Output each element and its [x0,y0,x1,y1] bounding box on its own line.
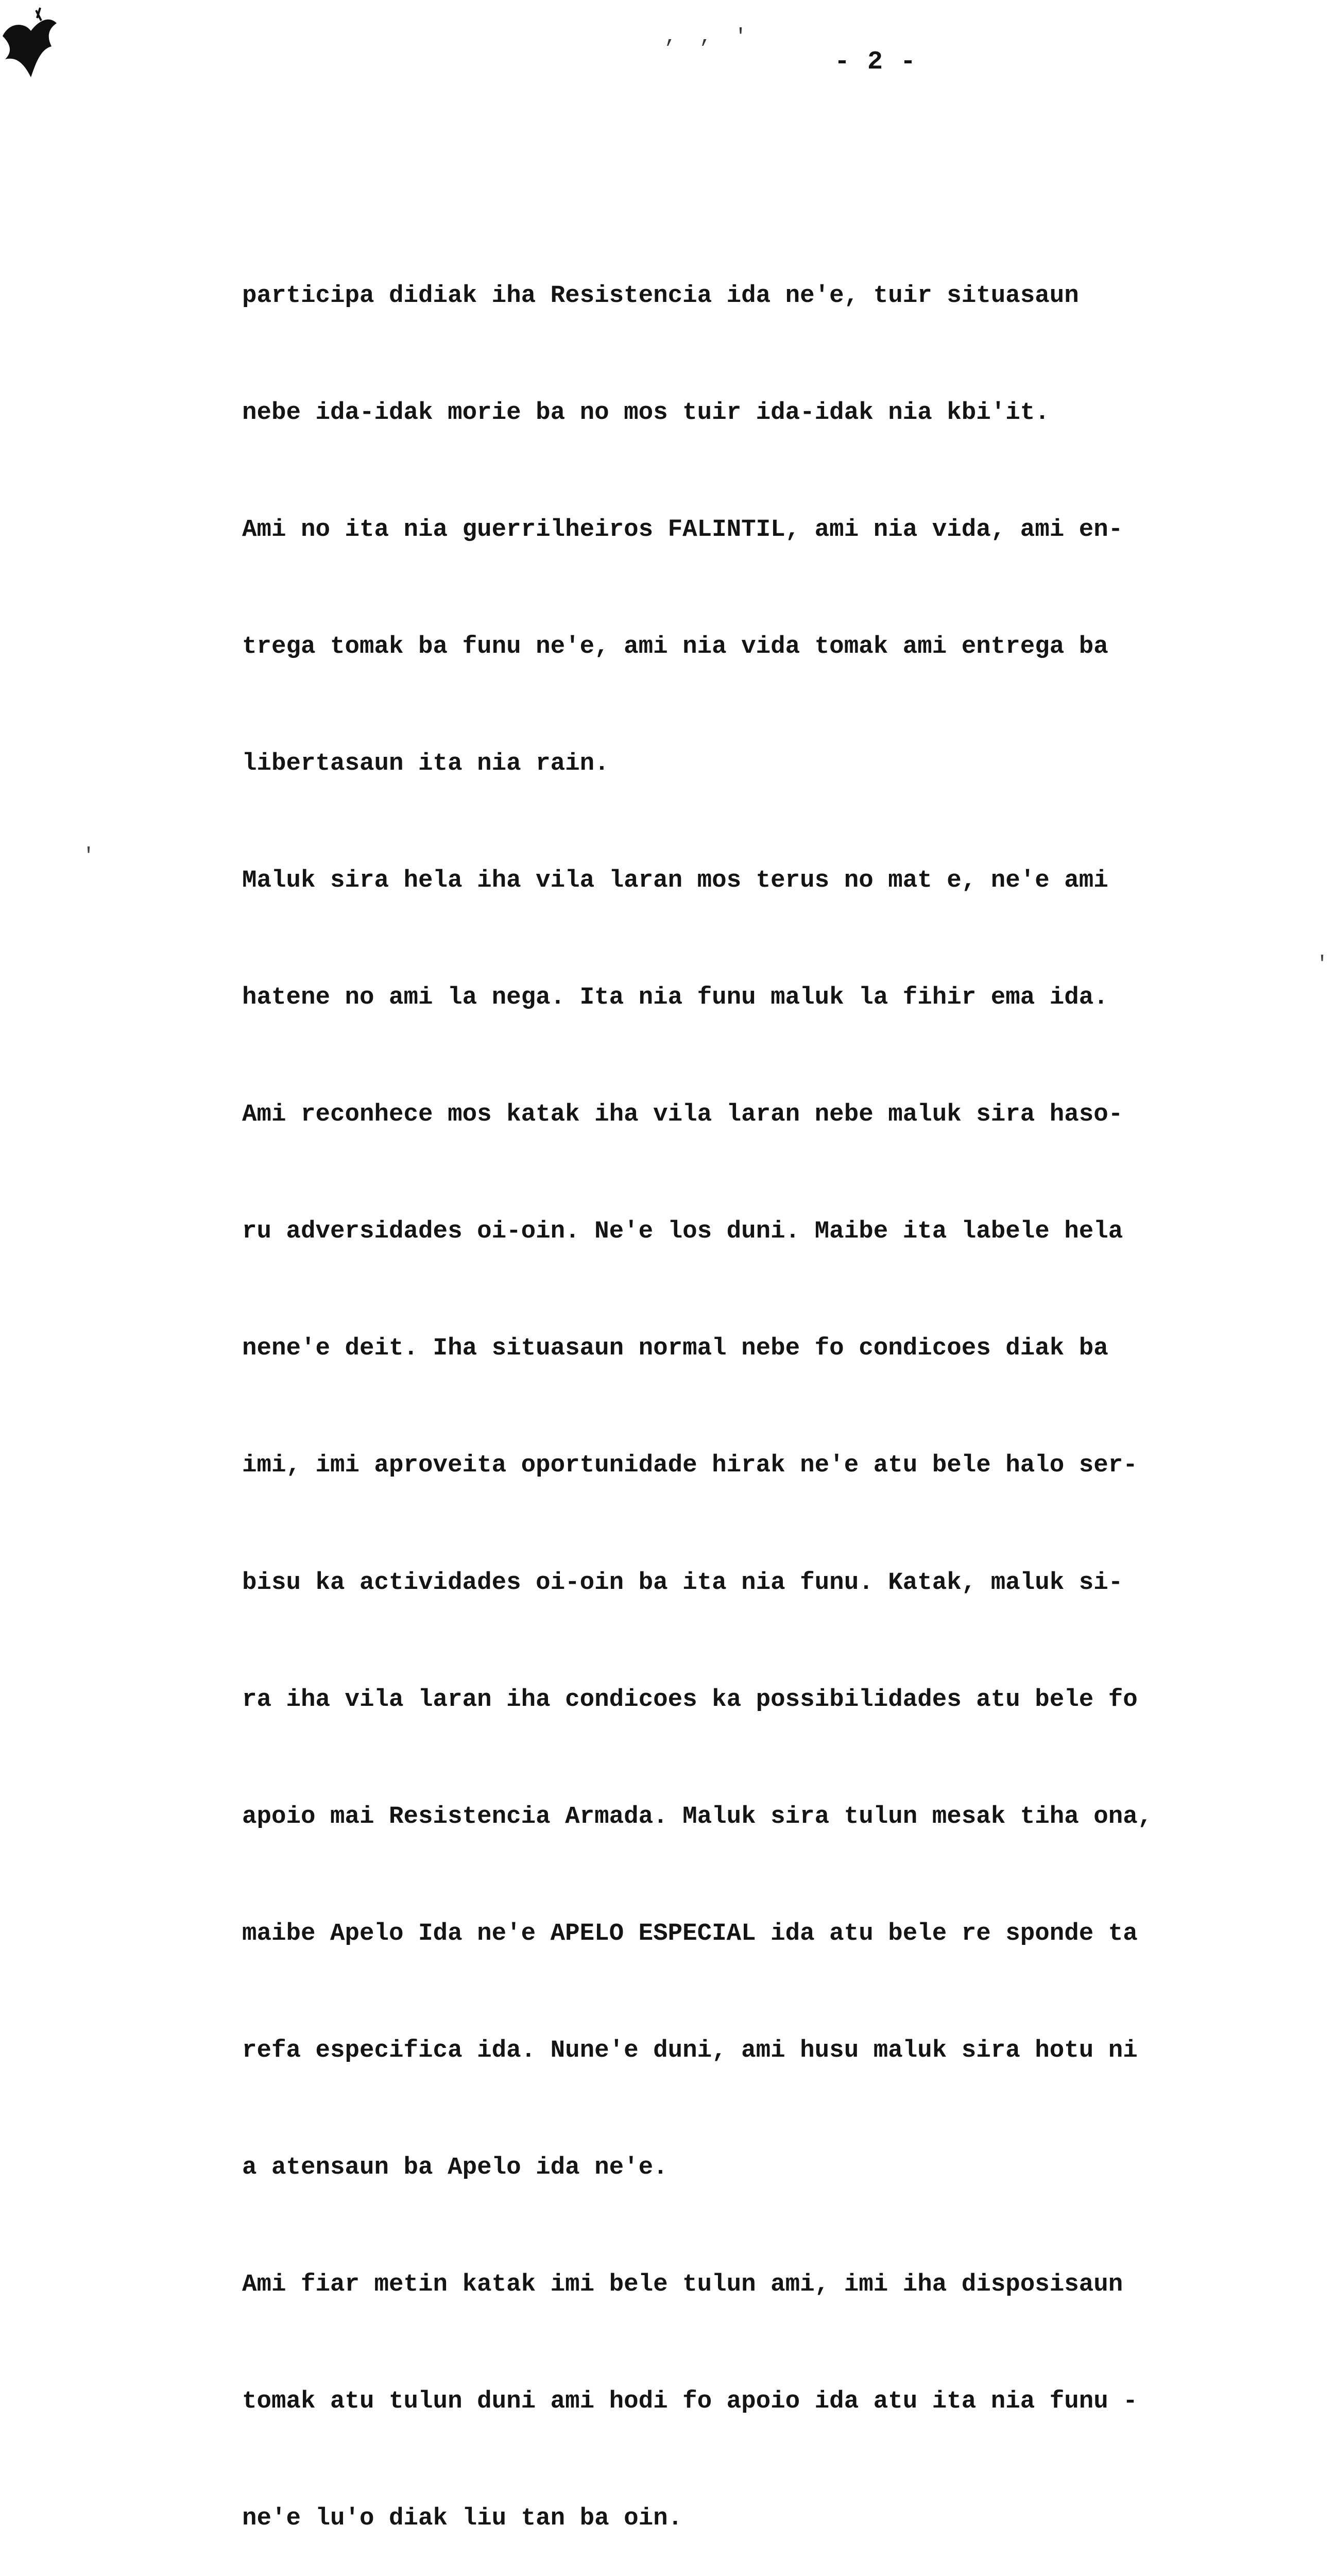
text-line: maibe Apelo Ida ne'e APELO ESPECIAL ida atu bele re sponde ta [242,1919,1138,1947]
text-line: imi, imi aproveita oportunidade hirak ne'e atu bele halo ser- [242,1451,1138,1480]
text-line: apoio mai Resistencia Armada. Maluk sira tulun mesak tiha ona, [242,1802,1153,1831]
text-line: Ami no ita nia guerrilheiros FALINTIL, ami nia vida, ami en- [242,515,1123,544]
document-body [242,81,1288,2576]
text-line: participa didiak iha Resistencia ida ne'e, tuir situasaun [242,281,1079,310]
text-line: bisu ka actividades oi-oin ba ita nia funu. Katak, maluk si- [242,1568,1123,1597]
top-marks: , , ' [664,26,752,49]
text-line: Maluk sira hela iha vila laran mos terus no mat e, ne'e ami [242,866,1108,894]
stray-mark: ' [1316,953,1329,976]
page-number: - 2 - [834,47,917,77]
stray-mark: ' [82,845,95,868]
text-line: Ami reconhece mos katak iha vila laran nebe maluk sira haso- [242,1100,1123,1129]
text-line: ru adversidades oi-oin. Ne'e los duni. Maibe ita labele hela [242,1217,1123,1246]
text-line: nene'e deit. Iha situasaun normal nebe fo condicoes diak ba [242,1334,1108,1363]
text-line: Ami fiar metin katak imi bele tulun ami, imi iha disposisaun [242,2270,1123,2299]
text-line: nebe ida-idak morie ba no mos tuir ida-idak nia kbi'it. [242,398,1050,427]
text-line: hatene no ami la nega. Ita nia funu maluk la fihir ema ida. [242,984,1108,1012]
text-line: libertasaun ita nia rain. [242,749,609,777]
text-line: refa especifica ida. Nune'e duni, ami husu maluk sira hotu ni [242,2036,1138,2064]
text-line: ra iha vila laran iha condicoes ka possibilidades atu bele fo [242,1685,1138,1714]
text-line: a atensaun ba Apelo ida ne'e. [242,2154,668,2182]
text-line: trega tomak ba funu ne'e, ami nia vida tomak ami entrega ba [242,632,1108,660]
intro-paragraphs [242,198,1288,2576]
text-line: tomak atu tulun duni ami hodi fo apoio ida atu ita nia funu - [242,2387,1138,2416]
ink-blot-mark [0,0,67,82]
text-line: ne'e lu'o diak liu tan ba oin. [242,2504,683,2533]
